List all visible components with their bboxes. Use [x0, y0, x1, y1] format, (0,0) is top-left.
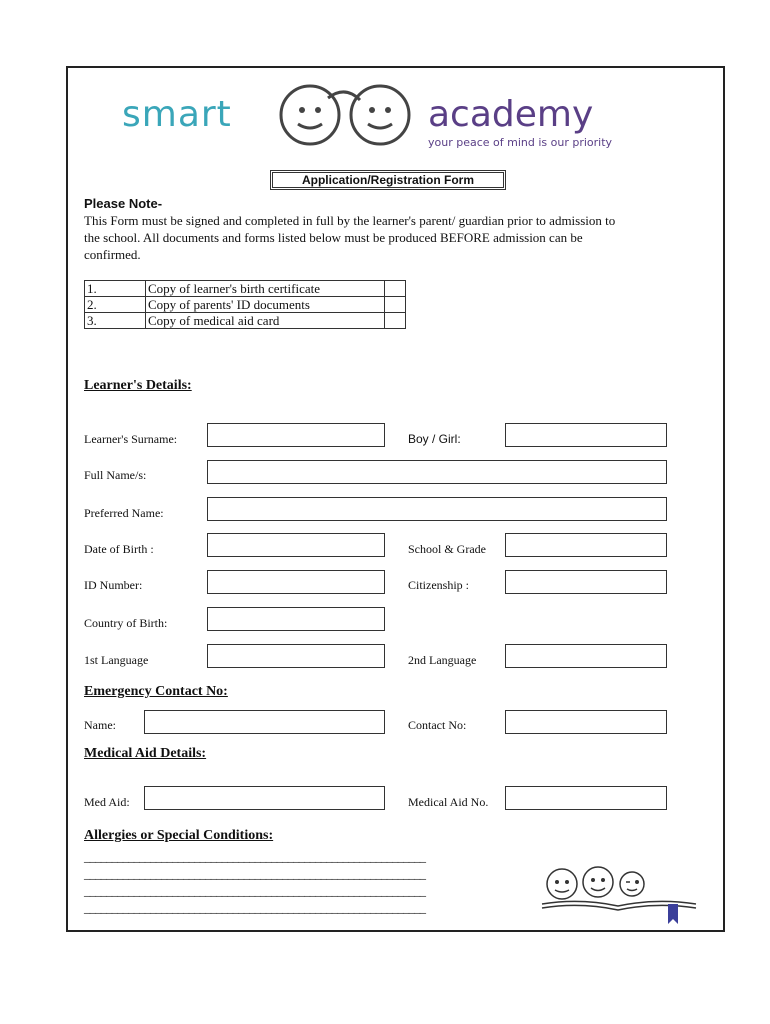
- dob-label: Date of Birth :: [84, 542, 154, 556]
- doc-text: Copy of medical aid card: [146, 313, 385, 329]
- country-of-birth-field[interactable]: [207, 607, 385, 631]
- allergy-line[interactable]: ______________________________________________________________: [84, 883, 425, 898]
- gender-field[interactable]: [505, 423, 667, 447]
- doc-checkbox[interactable]: [385, 281, 406, 297]
- ec-name-field[interactable]: [144, 710, 385, 734]
- first-language-field[interactable]: [207, 644, 385, 668]
- section-medical-aid: Medical Aid Details:: [84, 746, 207, 761]
- doc-number: 1.: [85, 281, 146, 297]
- faces-book-icon: [540, 864, 700, 926]
- preferred-name-field[interactable]: [207, 497, 667, 521]
- full-names-field[interactable]: [207, 460, 667, 484]
- preferred-name-label: Preferred Name:: [84, 506, 164, 520]
- allergy-line[interactable]: ______________________________________________________________: [84, 849, 425, 864]
- second-language-label: 2nd Language: [408, 653, 477, 667]
- first-language-label: 1st Language: [84, 653, 149, 667]
- table-row: [85, 297, 406, 313]
- note-body: This Form must be signed and completed in full by the learner's parent/ guardian prior to admission to the school. All documents and forms listed below must be produced BEFORE admission can be confirmed.: [84, 213, 616, 262]
- ec-contact-field[interactable]: [505, 710, 667, 734]
- section-learner-details: Learner's Details:: [84, 378, 192, 393]
- logo-smart-text: smart: [122, 94, 232, 135]
- table-row: [85, 313, 406, 329]
- med-aid-no-label: Medical Aid No.: [408, 795, 489, 809]
- school-grade-label: School & Grade: [408, 542, 486, 556]
- section-emergency-contact: Emergency Contact No:: [84, 684, 228, 699]
- id-number-field[interactable]: [207, 570, 385, 594]
- id-number-label: ID Number:: [84, 578, 143, 592]
- gender-label: Boy / Girl:: [408, 432, 461, 446]
- allergy-line[interactable]: ______________________________________________________________: [84, 900, 425, 915]
- ec-name-label: Name:: [84, 718, 116, 732]
- doc-number: 3.: [85, 313, 146, 329]
- surname-field[interactable]: [207, 423, 385, 447]
- surname-label: Learner's Surname:: [84, 432, 178, 446]
- section-allergies: Allergies or Special Conditions:: [84, 828, 274, 843]
- med-aid-label: Med Aid:: [84, 795, 130, 809]
- country-of-birth-label: Country of Birth:: [84, 616, 168, 630]
- logo-faces-icon: [270, 80, 425, 150]
- doc-number: 2.: [85, 297, 146, 313]
- logo-academy-text: academy: [428, 94, 594, 135]
- doc-checkbox[interactable]: [385, 297, 406, 313]
- second-language-field[interactable]: [505, 644, 667, 668]
- ec-contact-label: Contact No:: [408, 718, 467, 732]
- med-aid-no-field[interactable]: [505, 786, 667, 810]
- note-heading: Please Note-: [84, 196, 163, 211]
- doc-text: Copy of learner's birth certificate: [146, 281, 385, 297]
- allergy-line[interactable]: ______________________________________________________________: [84, 866, 425, 881]
- doc-text: Copy of parents' ID documents: [146, 297, 385, 313]
- citizenship-label: Citizenship :: [408, 578, 469, 592]
- school-grade-field[interactable]: [505, 533, 667, 557]
- dob-field[interactable]: [207, 533, 385, 557]
- documents-table: [84, 280, 406, 329]
- logo-tagline: your peace of mind is our priority: [428, 136, 613, 149]
- doc-checkbox[interactable]: [385, 313, 406, 329]
- table-row: [85, 281, 406, 297]
- citizenship-field[interactable]: [505, 570, 667, 594]
- allergy-lines[interactable]: [84, 848, 425, 916]
- med-aid-field[interactable]: [144, 786, 385, 810]
- form-title: Application/Registration Form: [270, 170, 506, 190]
- full-names-label: Full Name/s:: [84, 468, 147, 482]
